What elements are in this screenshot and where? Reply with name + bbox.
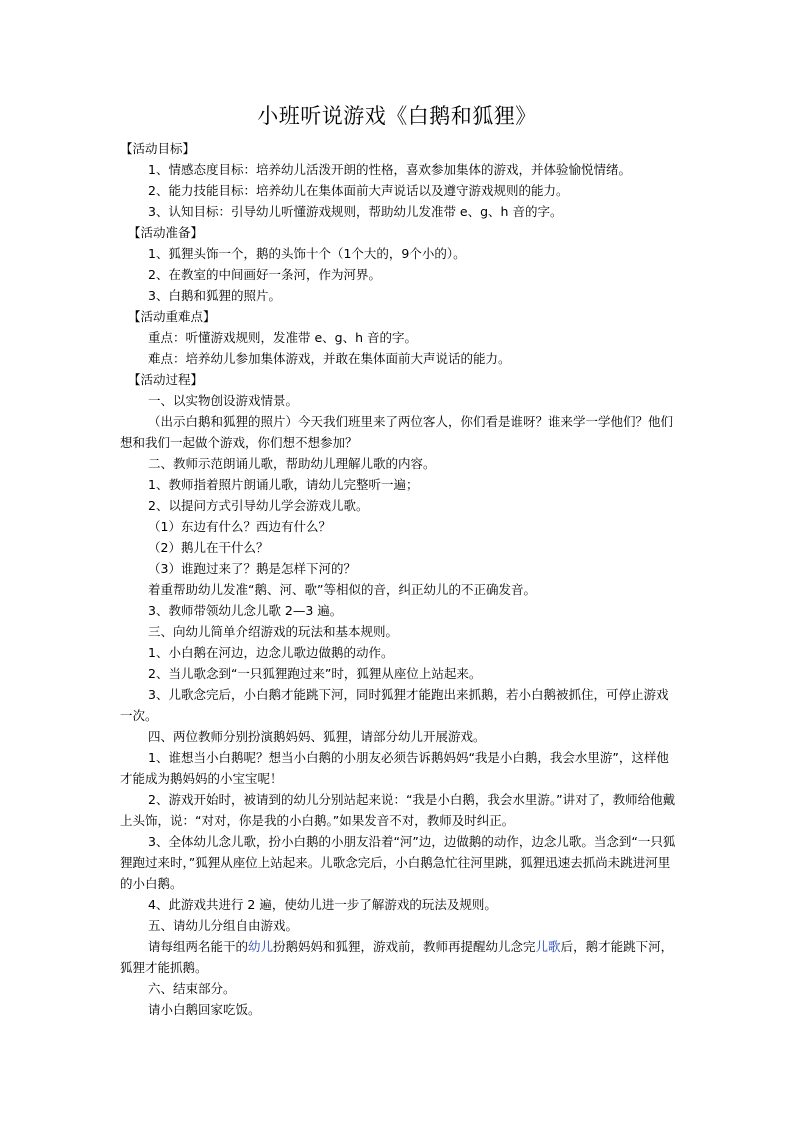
paragraph: 3、认知目标：引导幼儿听懂游戏规则，帮助幼儿发准带 e、g、h 音的字。 xyxy=(148,204,563,219)
paragraph-text: 请每组两名能干的 xyxy=(148,939,249,954)
paragraph: 1、狐狸头饰一个，鹅的头饰十个（1个大的，9个小的）。 xyxy=(148,246,466,261)
paragraph: 重点：听懂游戏规则，发准带 e、g、h 音的字。 xyxy=(148,330,417,345)
paragraph: 着重帮助幼儿发准“鹅、河、歌”等相似的音，纠正幼儿的不正确发音。 xyxy=(148,582,536,597)
paragraph: 【活动重难点】 xyxy=(128,309,216,324)
link-youer[interactable]: 幼儿 xyxy=(248,939,274,954)
paragraph: 一、以实物创设游戏情景。 xyxy=(148,393,299,408)
paragraph: 【活动过程】 xyxy=(128,372,204,387)
paragraph: （2）鹅儿在干什么？ xyxy=(148,540,269,555)
document-body xyxy=(120,138,680,1020)
paragraph: 请小白鹅回家吃饭。 xyxy=(148,1002,261,1017)
paragraph: 1、教师指着照片朗诵儿歌，请幼儿完整听一遍； xyxy=(148,477,419,492)
paragraph: 2、以提问方式引导幼儿学会游戏儿歌。 xyxy=(148,498,369,513)
paragraph-text: 扮鹅妈妈和狐狸，游戏前，教师再提醒幼儿念完 xyxy=(273,939,536,954)
paragraph: 三、向幼儿简单介绍游戏的玩法和基本规则。 xyxy=(148,624,399,639)
paragraph: （1）东边有什么？西边有什么？ xyxy=(148,519,331,534)
paragraph: 1、谁想当小白鹅呢？想当小白鹅的小朋友必须告诉鹅妈妈“我是小白鹅，我会水里游”，这样他才能成为鹅妈妈的小宝宝呢！ xyxy=(120,750,669,786)
paragraph: 2、在教室的中间画好一条河，作为河界。 xyxy=(148,267,381,282)
paragraph: 【活动目标】 xyxy=(120,141,196,156)
paragraph: 4、此游戏共进行 2 遍，使幼儿进一步了解游戏的玩法及规则。 xyxy=(148,897,497,912)
paragraph: 难点：培养幼儿参加集体游戏，并敢在集体面前大声说话的能力。 xyxy=(148,351,511,366)
paragraph-text: 后，鹅才能跳下河，狐狸才能抓鹅。 xyxy=(120,939,674,975)
paragraph-with-links xyxy=(120,936,680,978)
paragraph: 六、结束部分。 xyxy=(148,981,236,996)
document-title: 小班听说游戏《白鹅和狐狸》 xyxy=(257,104,537,128)
paragraph: 四、两位教师分别扮演鹅妈妈、狐狸，请部分幼儿开展游戏。 xyxy=(148,729,486,744)
paragraph: 五、请幼儿分组自由游戏。 xyxy=(148,918,299,933)
link-erge[interactable]: 儿歌 xyxy=(535,939,561,954)
paragraph: 3、儿歌念完后，小白鹅才能跳下河，同时狐狸才能跑出来抓鹅，若小白鹅被抓住，可停止游戏一次。 xyxy=(120,687,669,723)
paragraph: 3、教师带领幼儿念儿歌 2—3 遍。 xyxy=(148,603,343,618)
paragraph: 1、情感态度目标：培养幼儿活泼开朗的性格，喜欢参加集体的游戏，并体验愉悦情绪。 xyxy=(148,162,631,177)
paragraph: 2、当儿歌念到“一只狐狸跑过来”时，狐狸从座位上站起来。 xyxy=(148,666,482,681)
paragraph: 2、能力技能目标：培养幼儿在集体面前大声说话以及遵守游戏规则的能力。 xyxy=(148,183,569,198)
paragraph: （出示白鹅和狐狸的照片）今天我们班里来了两位客人，你们看是谁呀？谁来学一学他们？他们想和我们一起做个游戏，你们想不想参加？ xyxy=(120,414,674,450)
paragraph: 1、小白鹅在河边，边念儿歌边做鹅的动作。 xyxy=(148,645,394,660)
paragraph: 二、教师示范朗诵儿歌，帮助幼儿理解儿歌的内容。 xyxy=(148,456,436,471)
paragraph: 3、白鹅和狐狸的照片。 xyxy=(148,288,281,303)
paragraph: 【活动准备】 xyxy=(128,225,204,240)
paragraph: （3）谁跑过来了？鹅是怎样下河的？ xyxy=(148,561,356,576)
paragraph: 3、全体幼儿念儿歌，扮小白鹅的小朋友沿着“河”边，边做鹅的动作，边念儿歌。当念到“一只狐狸跑过来时，”狐狸从座位上站起来。儿歌念完后，小白鹅急忙往河里跳，狐狸迅速去抓尚未跳进河里的小白鹅。 xyxy=(120,834,676,891)
paragraph: 2、游戏开始时，被请到的幼儿分别站起来说：“我是小白鹅，我会水里游。”讲对了，教师给他戴上头饰，说：“对对，你是我的小白鹅。”如果发音不对，教师及时纠正。 xyxy=(120,792,676,828)
